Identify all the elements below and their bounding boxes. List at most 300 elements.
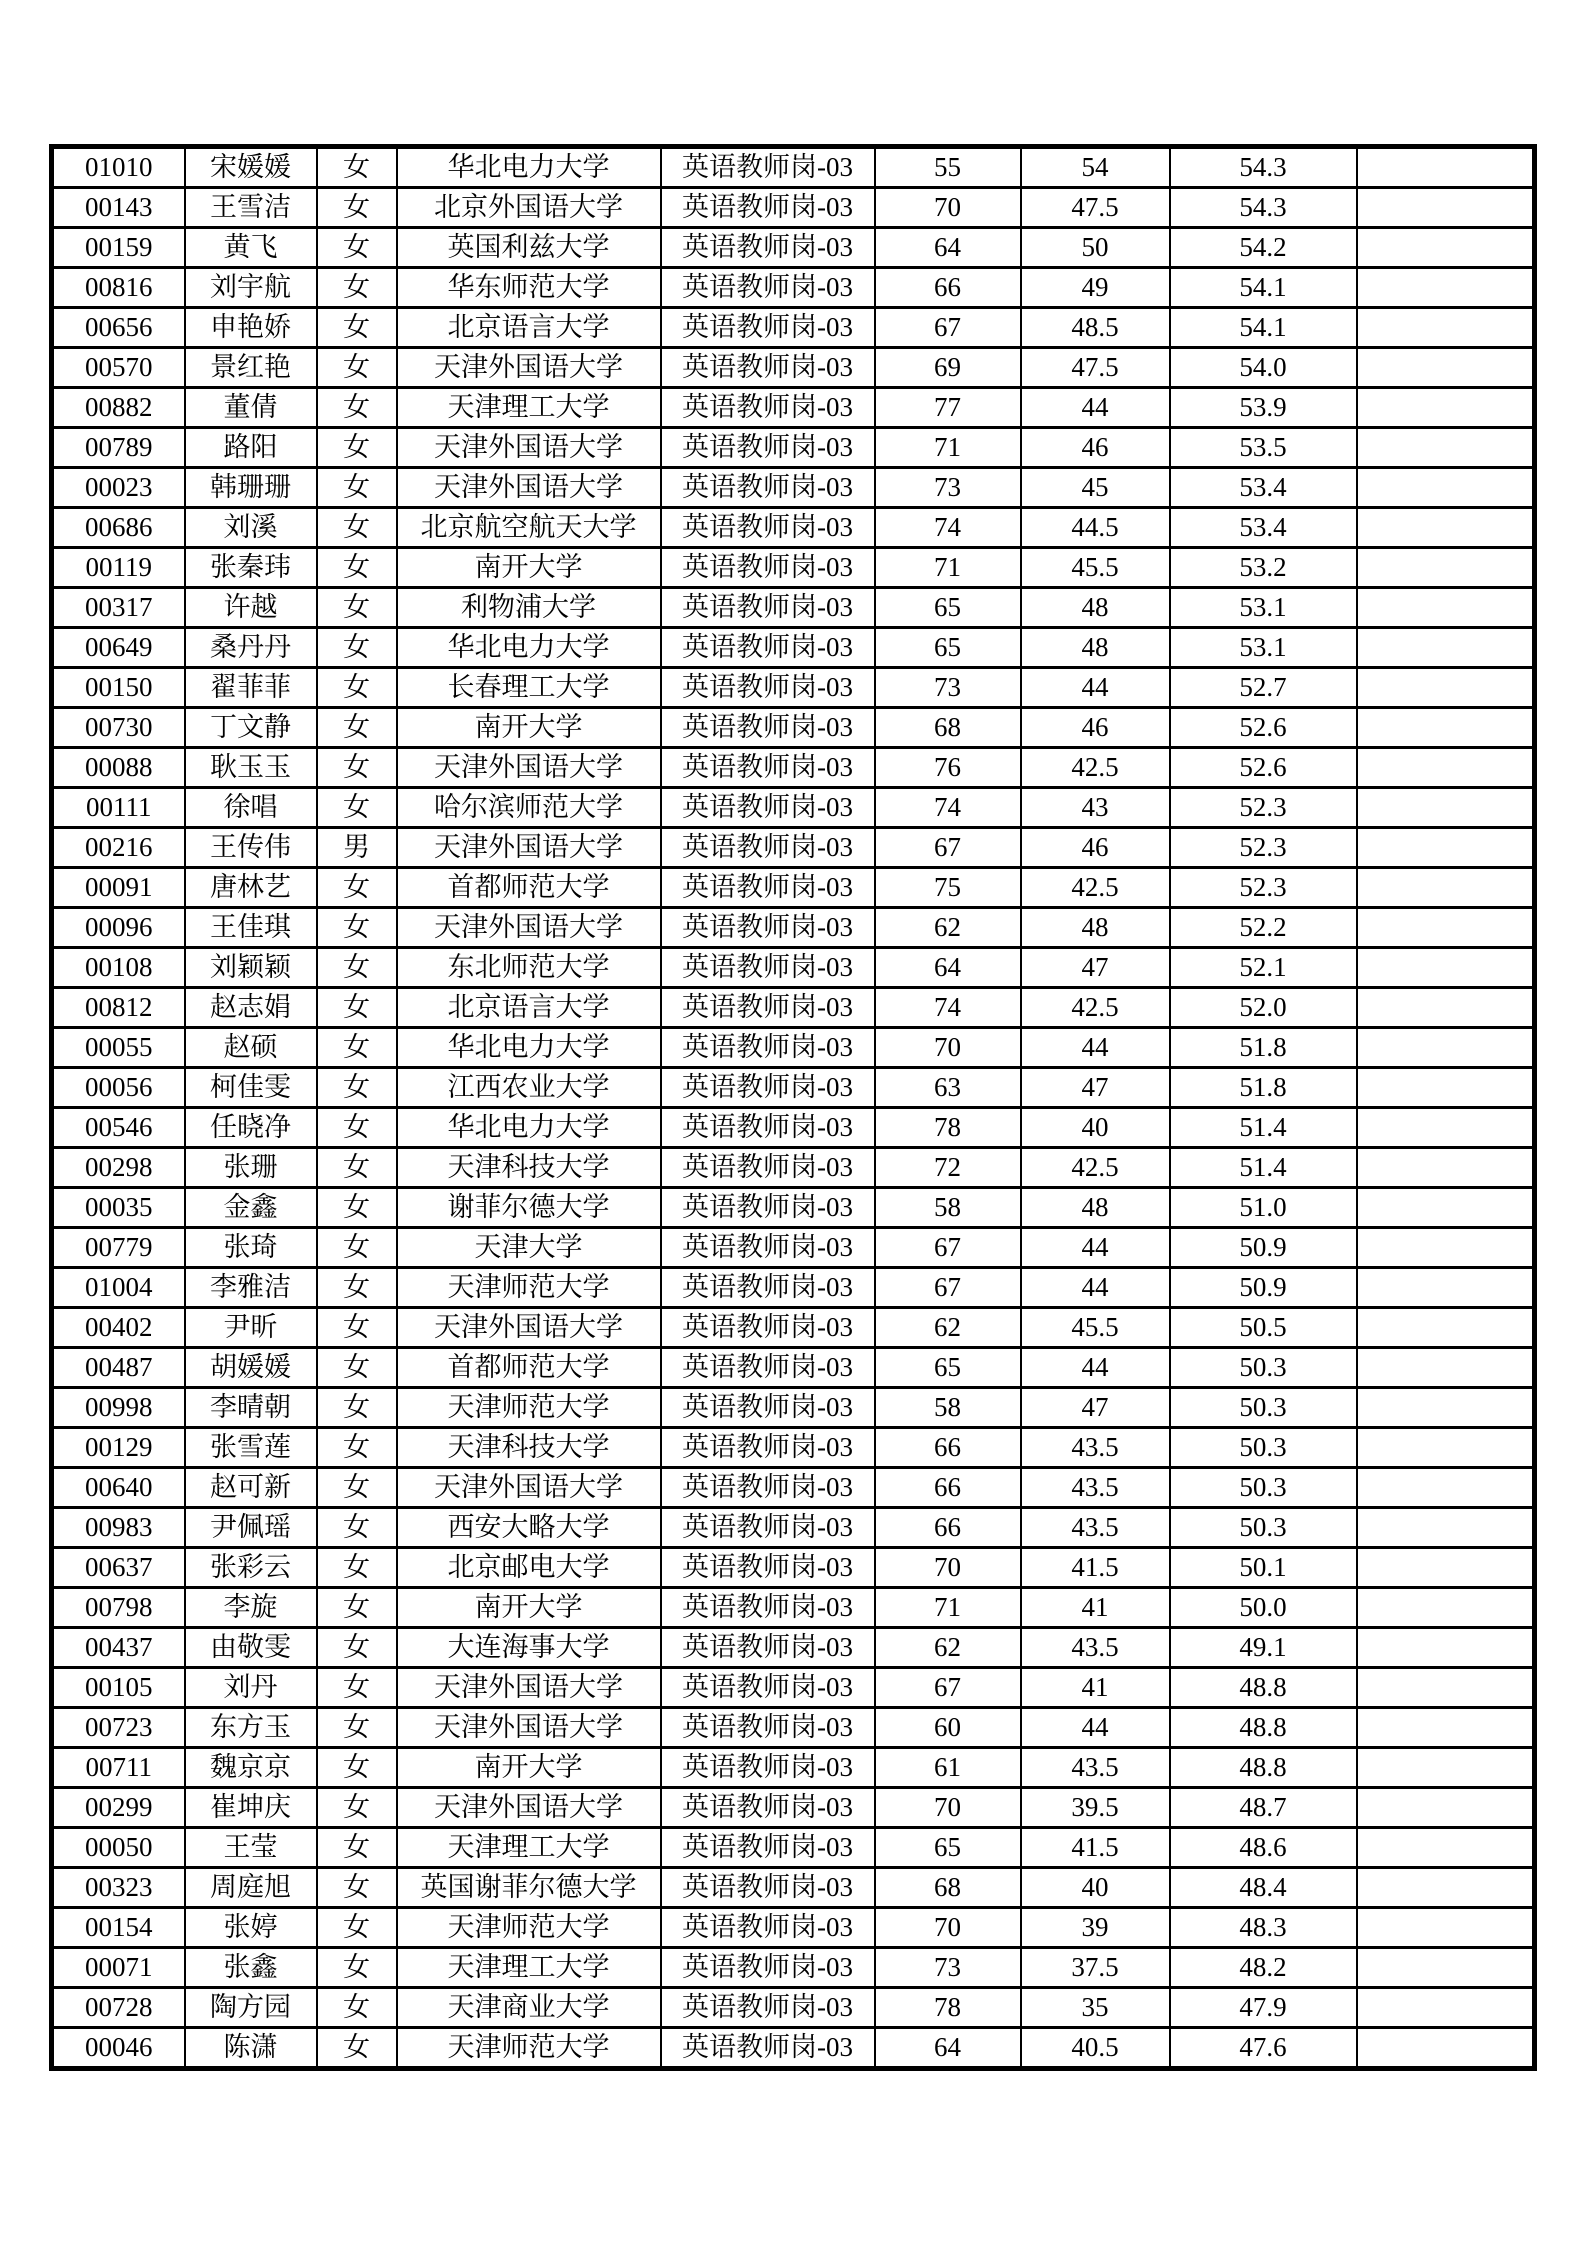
cell-score3: 52.2 xyxy=(1170,908,1357,948)
cell-post: 英语教师岗-03 xyxy=(661,1868,875,1908)
table-row xyxy=(52,1908,1535,1948)
cell-post: 英语教师岗-03 xyxy=(661,348,875,388)
cell-blank xyxy=(1357,1668,1535,1708)
cell-blank xyxy=(1357,1228,1535,1268)
cell-score2: 46 xyxy=(1021,428,1170,468)
cell-name: 宋媛媛 xyxy=(185,147,317,188)
cell-score2: 41.5 xyxy=(1021,1828,1170,1868)
cell-score2: 44 xyxy=(1021,1268,1170,1308)
cell-gender: 女 xyxy=(317,868,397,908)
cell-school: 华北电力大学 xyxy=(397,1028,661,1068)
cell-score2: 42.5 xyxy=(1021,988,1170,1028)
table-row xyxy=(52,708,1535,748)
cell-gender: 女 xyxy=(317,1228,397,1268)
cell-blank xyxy=(1357,1348,1535,1388)
cell-code: 00649 xyxy=(52,628,185,668)
table-row xyxy=(52,668,1535,708)
cell-name: 刘颖颖 xyxy=(185,948,317,988)
cell-score3: 52.6 xyxy=(1170,748,1357,788)
cell-score2: 47 xyxy=(1021,1068,1170,1108)
cell-name: 赵志娟 xyxy=(185,988,317,1028)
table-row xyxy=(52,548,1535,588)
cell-score3: 52.6 xyxy=(1170,708,1357,748)
cell-score3: 53.1 xyxy=(1170,628,1357,668)
cell-post: 英语教师岗-03 xyxy=(661,628,875,668)
cell-school: 天津商业大学 xyxy=(397,1988,661,2028)
cell-score2: 50 xyxy=(1021,228,1170,268)
cell-name: 陶方园 xyxy=(185,1988,317,2028)
cell-post: 英语教师岗-03 xyxy=(661,1268,875,1308)
cell-score3: 50.1 xyxy=(1170,1548,1357,1588)
cell-code: 00055 xyxy=(52,1028,185,1068)
table-row xyxy=(52,1148,1535,1188)
cell-score1: 78 xyxy=(875,1108,1021,1148)
cell-score3: 53.4 xyxy=(1170,468,1357,508)
cell-score2: 41 xyxy=(1021,1668,1170,1708)
cell-code: 01010 xyxy=(52,147,185,188)
table-row xyxy=(52,1948,1535,1988)
cell-score2: 48.5 xyxy=(1021,308,1170,348)
cell-score3: 48.6 xyxy=(1170,1828,1357,1868)
cell-post: 英语教师岗-03 xyxy=(661,548,875,588)
cell-code: 00119 xyxy=(52,548,185,588)
cell-score3: 53.2 xyxy=(1170,548,1357,588)
cell-code: 00640 xyxy=(52,1468,185,1508)
cell-blank xyxy=(1357,748,1535,788)
cell-score2: 43.5 xyxy=(1021,1628,1170,1668)
cell-gender: 女 xyxy=(317,1668,397,1708)
cell-school: 天津外国语大学 xyxy=(397,748,661,788)
cell-blank xyxy=(1357,308,1535,348)
cell-score1: 58 xyxy=(875,1188,1021,1228)
table-row xyxy=(52,1868,1535,1908)
cell-score1: 65 xyxy=(875,1828,1021,1868)
cell-score3: 51.8 xyxy=(1170,1028,1357,1068)
cell-gender: 女 xyxy=(317,1468,397,1508)
cell-post: 英语教师岗-03 xyxy=(661,1388,875,1428)
cell-score1: 68 xyxy=(875,1868,1021,1908)
cell-blank xyxy=(1357,2028,1535,2069)
cell-score1: 70 xyxy=(875,188,1021,228)
table-row xyxy=(52,908,1535,948)
cell-name: 金鑫 xyxy=(185,1188,317,1228)
cell-gender: 女 xyxy=(317,1188,397,1228)
cell-score1: 71 xyxy=(875,548,1021,588)
cell-code: 00798 xyxy=(52,1588,185,1628)
table-row xyxy=(52,1268,1535,1308)
cell-post: 英语教师岗-03 xyxy=(661,1748,875,1788)
cell-code: 00071 xyxy=(52,1948,185,1988)
cell-score2: 35 xyxy=(1021,1988,1170,2028)
cell-name: 尹佩瑶 xyxy=(185,1508,317,1548)
cell-score3: 51.4 xyxy=(1170,1108,1357,1148)
cell-code: 00023 xyxy=(52,468,185,508)
table-row xyxy=(52,2028,1535,2069)
cell-score1: 73 xyxy=(875,668,1021,708)
cell-school: 天津外国语大学 xyxy=(397,1468,661,1508)
cell-gender: 女 xyxy=(317,1068,397,1108)
cell-gender: 女 xyxy=(317,1028,397,1068)
cell-post: 英语教师岗-03 xyxy=(661,948,875,988)
cell-gender: 女 xyxy=(317,788,397,828)
cell-post: 英语教师岗-03 xyxy=(661,1228,875,1268)
cell-gender: 女 xyxy=(317,1548,397,1588)
table-row xyxy=(52,1068,1535,1108)
cell-score3: 50.0 xyxy=(1170,1588,1357,1628)
cell-score1: 64 xyxy=(875,948,1021,988)
cell-post: 英语教师岗-03 xyxy=(661,668,875,708)
cell-code: 00096 xyxy=(52,908,185,948)
cell-score1: 67 xyxy=(875,1668,1021,1708)
cell-school: 天津外国语大学 xyxy=(397,428,661,468)
cell-school: 天津大学 xyxy=(397,1228,661,1268)
cell-code: 00323 xyxy=(52,1868,185,1908)
cell-score1: 55 xyxy=(875,147,1021,188)
cell-blank xyxy=(1357,1908,1535,1948)
cell-post: 英语教师岗-03 xyxy=(661,388,875,428)
cell-blank xyxy=(1357,1428,1535,1468)
cell-gender: 女 xyxy=(317,588,397,628)
cell-blank xyxy=(1357,1028,1535,1068)
cell-score2: 54 xyxy=(1021,147,1170,188)
cell-score2: 39 xyxy=(1021,1908,1170,1948)
cell-post: 英语教师岗-03 xyxy=(661,1108,875,1148)
cell-post: 英语教师岗-03 xyxy=(661,1508,875,1548)
cell-gender: 女 xyxy=(317,1948,397,1988)
cell-score1: 69 xyxy=(875,348,1021,388)
table-row xyxy=(52,268,1535,308)
cell-school: 谢菲尔德大学 xyxy=(397,1188,661,1228)
cell-post: 英语教师岗-03 xyxy=(661,268,875,308)
cell-score2: 41.5 xyxy=(1021,1548,1170,1588)
cell-post: 英语教师岗-03 xyxy=(661,228,875,268)
cell-code: 00154 xyxy=(52,1908,185,1948)
cell-score1: 70 xyxy=(875,1548,1021,1588)
cell-school: 长春理工大学 xyxy=(397,668,661,708)
cell-blank xyxy=(1357,1748,1535,1788)
cell-score3: 51.4 xyxy=(1170,1148,1357,1188)
cell-code: 00730 xyxy=(52,708,185,748)
cell-school: 英国谢菲尔德大学 xyxy=(397,1868,661,1908)
cell-name: 崔坤庆 xyxy=(185,1788,317,1828)
cell-code: 00779 xyxy=(52,1228,185,1268)
cell-school: 天津师范大学 xyxy=(397,1388,661,1428)
cell-post: 英语教师岗-03 xyxy=(661,428,875,468)
cell-score1: 60 xyxy=(875,1708,1021,1748)
cell-score1: 65 xyxy=(875,628,1021,668)
cell-post: 英语教师岗-03 xyxy=(661,1948,875,1988)
cell-gender: 女 xyxy=(317,1628,397,1668)
cell-score1: 62 xyxy=(875,1308,1021,1348)
cell-code: 00437 xyxy=(52,1628,185,1668)
cell-code: 00711 xyxy=(52,1748,185,1788)
cell-score1: 66 xyxy=(875,1508,1021,1548)
cell-post: 英语教师岗-03 xyxy=(661,1188,875,1228)
cell-score3: 50.9 xyxy=(1170,1228,1357,1268)
table-row xyxy=(52,948,1535,988)
cell-score3: 52.1 xyxy=(1170,948,1357,988)
cell-score2: 44 xyxy=(1021,1708,1170,1748)
cell-score3: 50.3 xyxy=(1170,1468,1357,1508)
cell-code: 00298 xyxy=(52,1148,185,1188)
table-row xyxy=(52,147,1535,188)
cell-score2: 49 xyxy=(1021,268,1170,308)
cell-name: 张鑫 xyxy=(185,1948,317,1988)
table-row xyxy=(52,988,1535,1028)
cell-score1: 66 xyxy=(875,1468,1021,1508)
table-row xyxy=(52,1388,1535,1428)
cell-school: 天津理工大学 xyxy=(397,1948,661,1988)
cell-score3: 50.3 xyxy=(1170,1508,1357,1548)
cell-gender: 女 xyxy=(317,1588,397,1628)
cell-name: 景红艳 xyxy=(185,348,317,388)
cell-score2: 40 xyxy=(1021,1868,1170,1908)
table-row xyxy=(52,1468,1535,1508)
cell-score2: 44.5 xyxy=(1021,508,1170,548)
cell-score2: 40.5 xyxy=(1021,2028,1170,2069)
cell-name: 王传伟 xyxy=(185,828,317,868)
table-row xyxy=(52,348,1535,388)
table-row xyxy=(52,1228,1535,1268)
cell-code: 00882 xyxy=(52,388,185,428)
cell-post: 英语教师岗-03 xyxy=(661,748,875,788)
cell-gender: 女 xyxy=(317,228,397,268)
cell-score3: 51.0 xyxy=(1170,1188,1357,1228)
cell-code: 00637 xyxy=(52,1548,185,1588)
cell-name: 张琦 xyxy=(185,1228,317,1268)
cell-post: 英语教师岗-03 xyxy=(661,1988,875,2028)
cell-post: 英语教师岗-03 xyxy=(661,188,875,228)
cell-post: 英语教师岗-03 xyxy=(661,2028,875,2069)
cell-score3: 50.3 xyxy=(1170,1348,1357,1388)
table-row xyxy=(52,1188,1535,1228)
cell-post: 英语教师岗-03 xyxy=(661,1148,875,1188)
cell-score2: 43.5 xyxy=(1021,1468,1170,1508)
cell-score2: 39.5 xyxy=(1021,1788,1170,1828)
cell-code: 00056 xyxy=(52,1068,185,1108)
cell-code: 00723 xyxy=(52,1708,185,1748)
cell-post: 英语教师岗-03 xyxy=(661,828,875,868)
cell-blank xyxy=(1357,1988,1535,2028)
table-row xyxy=(52,1668,1535,1708)
cell-gender: 女 xyxy=(317,188,397,228)
cell-name: 王雪洁 xyxy=(185,188,317,228)
cell-name: 刘丹 xyxy=(185,1668,317,1708)
table-row xyxy=(52,1988,1535,2028)
cell-score3: 52.3 xyxy=(1170,788,1357,828)
cell-school: 北京外国语大学 xyxy=(397,188,661,228)
cell-blank xyxy=(1357,1468,1535,1508)
cell-code: 00150 xyxy=(52,668,185,708)
table-row xyxy=(52,1828,1535,1868)
cell-name: 任晓净 xyxy=(185,1108,317,1148)
cell-code: 00983 xyxy=(52,1508,185,1548)
cell-post: 英语教师岗-03 xyxy=(661,868,875,908)
cell-score3: 48.4 xyxy=(1170,1868,1357,1908)
cell-gender: 女 xyxy=(317,1508,397,1548)
cell-score2: 44 xyxy=(1021,388,1170,428)
cell-score3: 48.8 xyxy=(1170,1748,1357,1788)
cell-gender: 女 xyxy=(317,1868,397,1908)
table-row xyxy=(52,748,1535,788)
cell-code: 00789 xyxy=(52,428,185,468)
cell-blank xyxy=(1357,1388,1535,1428)
cell-post: 英语教师岗-03 xyxy=(661,1028,875,1068)
cell-post: 英语教师岗-03 xyxy=(661,1588,875,1628)
cell-school: 天津师范大学 xyxy=(397,2028,661,2069)
cell-school: 首都师范大学 xyxy=(397,1348,661,1388)
table-row xyxy=(52,788,1535,828)
cell-score3: 50.3 xyxy=(1170,1388,1357,1428)
cell-name: 王莹 xyxy=(185,1828,317,1868)
cell-post: 英语教师岗-03 xyxy=(661,508,875,548)
cell-blank xyxy=(1357,468,1535,508)
cell-post: 英语教师岗-03 xyxy=(661,1788,875,1828)
cell-name: 李晴朝 xyxy=(185,1388,317,1428)
cell-blank xyxy=(1357,828,1535,868)
cell-school: 大连海事大学 xyxy=(397,1628,661,1668)
cell-code: 00299 xyxy=(52,1788,185,1828)
cell-post: 英语教师岗-03 xyxy=(661,1068,875,1108)
cell-score2: 42.5 xyxy=(1021,1148,1170,1188)
cell-code: 00088 xyxy=(52,748,185,788)
cell-school: 华北电力大学 xyxy=(397,1108,661,1148)
cell-post: 英语教师岗-03 xyxy=(661,1468,875,1508)
cell-score1: 74 xyxy=(875,508,1021,548)
cell-gender: 女 xyxy=(317,1748,397,1788)
cell-code: 00046 xyxy=(52,2028,185,2069)
cell-gender: 女 xyxy=(317,548,397,588)
cell-score1: 70 xyxy=(875,1788,1021,1828)
cell-score2: 45.5 xyxy=(1021,548,1170,588)
cell-blank xyxy=(1357,788,1535,828)
cell-code: 00998 xyxy=(52,1388,185,1428)
cell-school: 天津师范大学 xyxy=(397,1908,661,1948)
cell-name: 赵硕 xyxy=(185,1028,317,1068)
cell-score3: 49.1 xyxy=(1170,1628,1357,1668)
table-row xyxy=(52,1508,1535,1548)
cell-blank xyxy=(1357,1788,1535,1828)
cell-name: 唐林艺 xyxy=(185,868,317,908)
cell-gender: 女 xyxy=(317,468,397,508)
cell-school: 华东师范大学 xyxy=(397,268,661,308)
cell-school: 天津外国语大学 xyxy=(397,908,661,948)
cell-blank xyxy=(1357,908,1535,948)
cell-score2: 41 xyxy=(1021,1588,1170,1628)
cell-score3: 54.3 xyxy=(1170,188,1357,228)
cell-score1: 61 xyxy=(875,1748,1021,1788)
cell-blank xyxy=(1357,588,1535,628)
cell-score3: 50.3 xyxy=(1170,1428,1357,1468)
cell-post: 英语教师岗-03 xyxy=(661,1708,875,1748)
cell-blank xyxy=(1357,1148,1535,1188)
cell-code: 00143 xyxy=(52,188,185,228)
cell-blank xyxy=(1357,868,1535,908)
cell-gender: 女 xyxy=(317,348,397,388)
cell-score1: 66 xyxy=(875,268,1021,308)
table-row xyxy=(52,508,1535,548)
cell-name: 李旋 xyxy=(185,1588,317,1628)
cell-score2: 48 xyxy=(1021,1188,1170,1228)
cell-blank xyxy=(1357,1828,1535,1868)
cell-blank xyxy=(1357,428,1535,468)
cell-blank xyxy=(1357,1068,1535,1108)
table-row xyxy=(52,1108,1535,1148)
cell-code: 00686 xyxy=(52,508,185,548)
cell-gender: 女 xyxy=(317,1348,397,1388)
table-row xyxy=(52,628,1535,668)
cell-code: 00105 xyxy=(52,1668,185,1708)
cell-gender: 女 xyxy=(317,1908,397,1948)
cell-post: 英语教师岗-03 xyxy=(661,1908,875,1948)
cell-score1: 62 xyxy=(875,1628,1021,1668)
cell-post: 英语教师岗-03 xyxy=(661,908,875,948)
cell-score2: 48 xyxy=(1021,588,1170,628)
cell-score1: 74 xyxy=(875,788,1021,828)
cell-blank xyxy=(1357,628,1535,668)
cell-name: 魏京京 xyxy=(185,1748,317,1788)
cell-name: 张雪莲 xyxy=(185,1428,317,1468)
cell-gender: 女 xyxy=(317,628,397,668)
cell-name: 尹昕 xyxy=(185,1308,317,1348)
cell-score3: 48.7 xyxy=(1170,1788,1357,1828)
cell-school: 江西农业大学 xyxy=(397,1068,661,1108)
cell-blank xyxy=(1357,188,1535,228)
cell-score2: 48 xyxy=(1021,628,1170,668)
cell-blank xyxy=(1357,1188,1535,1228)
cell-name: 韩珊珊 xyxy=(185,468,317,508)
cell-score1: 62 xyxy=(875,908,1021,948)
cell-score3: 53.9 xyxy=(1170,388,1357,428)
cell-score2: 42.5 xyxy=(1021,748,1170,788)
cell-score1: 72 xyxy=(875,1148,1021,1188)
cell-blank xyxy=(1357,948,1535,988)
cell-blank xyxy=(1357,1868,1535,1908)
cell-school: 天津科技大学 xyxy=(397,1428,661,1468)
cell-gender: 女 xyxy=(317,948,397,988)
cell-gender: 女 xyxy=(317,1308,397,1348)
cell-score1: 73 xyxy=(875,1948,1021,1988)
cell-score2: 43 xyxy=(1021,788,1170,828)
cell-blank xyxy=(1357,268,1535,308)
cell-blank xyxy=(1357,228,1535,268)
cell-code: 00129 xyxy=(52,1428,185,1468)
cell-blank xyxy=(1357,1948,1535,1988)
cell-blank xyxy=(1357,1268,1535,1308)
cell-gender: 女 xyxy=(317,268,397,308)
cell-score3: 50.5 xyxy=(1170,1308,1357,1348)
cell-school: 西安大略大学 xyxy=(397,1508,661,1548)
cell-score1: 67 xyxy=(875,1228,1021,1268)
cell-post: 英语教师岗-03 xyxy=(661,588,875,628)
cell-blank xyxy=(1357,548,1535,588)
cell-gender: 女 xyxy=(317,1148,397,1188)
cell-blank xyxy=(1357,1508,1535,1548)
cell-score2: 46 xyxy=(1021,828,1170,868)
cell-name: 翟菲菲 xyxy=(185,668,317,708)
cell-post: 英语教师岗-03 xyxy=(661,1628,875,1668)
cell-score1: 64 xyxy=(875,2028,1021,2069)
cell-school: 北京语言大学 xyxy=(397,308,661,348)
table-row xyxy=(52,1628,1535,1668)
cell-code: 00111 xyxy=(52,788,185,828)
cell-name: 由敬雯 xyxy=(185,1628,317,1668)
table-row xyxy=(52,308,1535,348)
table-row xyxy=(52,1748,1535,1788)
cell-score1: 71 xyxy=(875,1588,1021,1628)
cell-name: 赵可新 xyxy=(185,1468,317,1508)
cell-school: 南开大学 xyxy=(397,1748,661,1788)
